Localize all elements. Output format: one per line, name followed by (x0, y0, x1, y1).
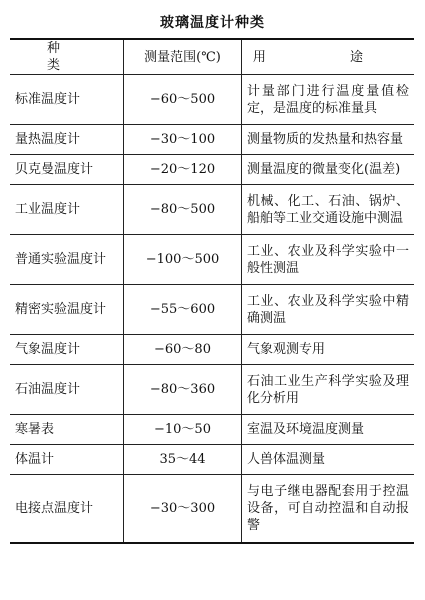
cell-type: 体温计 (10, 445, 124, 475)
header-use: 用 途 (242, 39, 415, 75)
cell-range: −60～500 (124, 75, 242, 125)
cell-range: −80～500 (124, 185, 242, 235)
cell-use: 气象观测专用 (242, 335, 415, 365)
cell-use: 测量温度的微量变化(温差) (242, 155, 415, 185)
cell-type: 工业温度计 (10, 185, 124, 235)
cell-range: −30～100 (124, 125, 242, 155)
table-title: 玻璃温度计种类 (160, 15, 265, 31)
cell-use: 机械、化工、石油、锅炉、船舶等工业交通设施中测温 (242, 185, 415, 235)
cell-range: −55～600 (124, 285, 242, 335)
cell-range: −80～360 (124, 365, 242, 415)
header-range: 测量范围(℃) (124, 39, 242, 75)
table-header-row (10, 39, 414, 75)
cell-range: −100～500 (124, 235, 242, 285)
cell-type: 石油温度计 (10, 365, 124, 415)
cell-type: 气象温度计 (10, 335, 124, 365)
cell-use: 测量物质的发热量和热容量 (242, 125, 415, 155)
cell-range: −30～300 (124, 475, 242, 543)
cell-type: 量热温度计 (10, 125, 124, 155)
thermometer-types-table (10, 38, 414, 544)
cell-range: −20～120 (124, 155, 242, 185)
header-type: 种 类 (10, 39, 124, 75)
cell-use: 工业、农业及科学实验中精确测温 (242, 285, 415, 335)
table-row (10, 235, 414, 285)
table-row (10, 445, 414, 475)
table-row (10, 475, 414, 543)
cell-type: 精密实验温度计 (10, 285, 124, 335)
cell-use: 与电子继电器配套用于控温设备，可自动控温和自动报警 (242, 475, 415, 543)
cell-use: 石油工业生产科学实验及理化分析用 (242, 365, 415, 415)
cell-use: 计量部门进行温度量值检定，是温度的标准量具 (242, 75, 415, 125)
cell-range: 35～44 (124, 445, 242, 475)
table-row (10, 285, 414, 335)
table-row (10, 155, 414, 185)
cell-use: 人兽体温测量 (242, 445, 415, 475)
table-row (10, 125, 414, 155)
cell-use: 工业、农业及科学实验中一般性测温 (242, 235, 415, 285)
table-row (10, 365, 414, 415)
table-row (10, 185, 414, 235)
cell-type: 寒暑表 (10, 415, 124, 445)
table-row (10, 335, 414, 365)
cell-range: −60～80 (124, 335, 242, 365)
cell-type: 标准温度计 (10, 75, 124, 125)
cell-type: 电接点温度计 (10, 475, 124, 543)
cell-type: 普通实验温度计 (10, 235, 124, 285)
table-row (10, 75, 414, 125)
cell-type: 贝克曼温度计 (10, 155, 124, 185)
table-row (10, 415, 414, 445)
cell-range: −10～50 (124, 415, 242, 445)
cell-use: 室温及环境温度测量 (242, 415, 415, 445)
